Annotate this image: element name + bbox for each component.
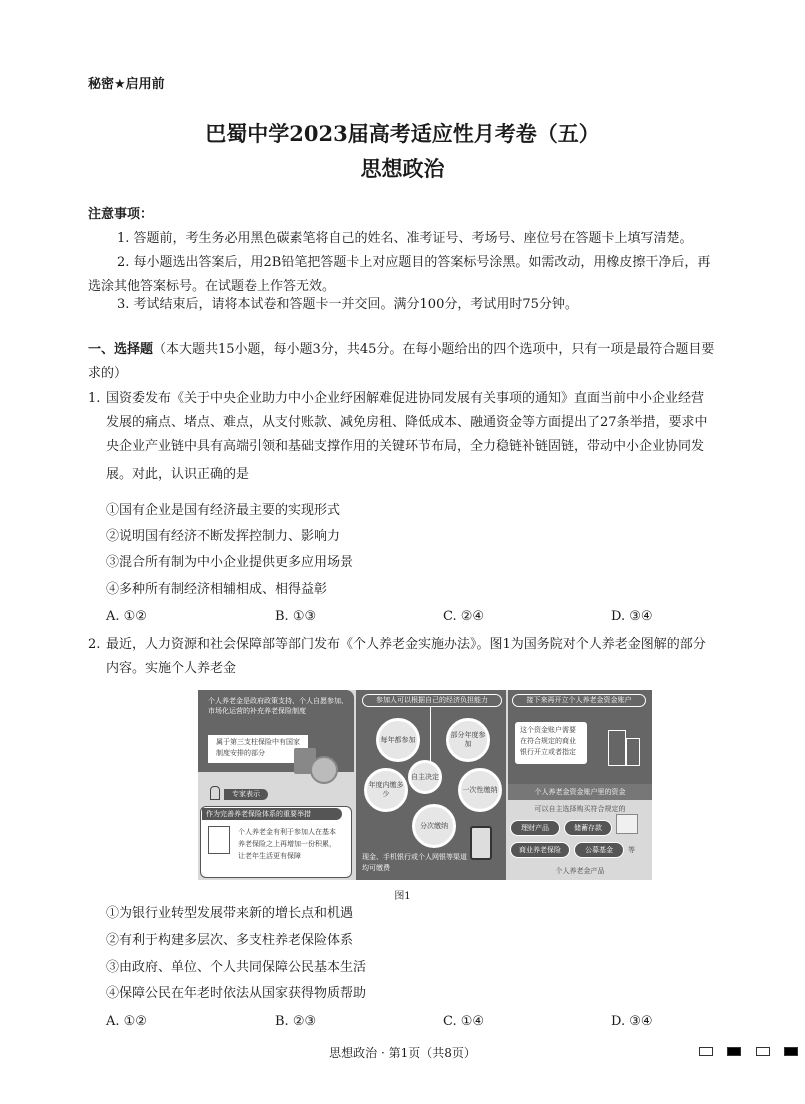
- notice-line: 3. 考试结束后，请将本试卷和答题卡一并交回。满分100分，考试用时75分钟。: [117, 297, 578, 312]
- q1-stem: 央企业产业链中具有高端引领和基础支撑作用的关键环节布局，全力稳链补链固链，带动中小企业协同发: [106, 439, 705, 454]
- figure-1: [198, 690, 652, 880]
- section-desc: （本大题共15小题，每小题3分，共45分。在每小题给出的四个选项中，只有一项是最符合题目要: [153, 342, 715, 357]
- q2-stem: 内容。实施个人养老金: [106, 661, 237, 676]
- q2-option-a[interactable]: A. ①②: [106, 1014, 147, 1029]
- circle-option: 一次性缴纳: [458, 768, 502, 812]
- expert-label: 专家表示: [224, 789, 268, 800]
- connector-line: [430, 706, 431, 762]
- product-pill: 储蓄存款: [564, 820, 612, 836]
- panel1-body: 个人养老金有利于参加人在基本养老保险之上再增加一份积累，让老年生活更有保障: [238, 828, 336, 860]
- circle-option: 部分年度参加: [446, 718, 490, 762]
- coins-icon: [310, 756, 338, 784]
- q1-option-c[interactable]: C. ②④: [443, 609, 485, 624]
- papers-icon: [616, 814, 638, 834]
- phone-icon: [470, 826, 492, 860]
- product-pill: 理财产品: [510, 820, 560, 836]
- panel3-box: 这个资金账户需要在符合规定的商业银行开立或者指定: [515, 722, 587, 764]
- q1-statement: ④多种所有制经济相辅相成、相得益彰: [106, 582, 328, 597]
- panel1-box: 属于第三支柱保险中有国家制度安排的部分: [208, 735, 308, 763]
- q1-statement: ②说明国有经济不断发挥控制力、影响力: [106, 529, 341, 544]
- circle-option: 年度内缴多少: [364, 768, 408, 812]
- marker-empty: [699, 1047, 713, 1056]
- q2-option-d[interactable]: D. ③④: [611, 1014, 653, 1029]
- panel2-footer: 现金、手机银行或个人网银等渠道均可缴费: [362, 853, 467, 872]
- person-icon: [210, 786, 220, 800]
- q2-option-c[interactable]: C. ①④: [443, 1014, 485, 1029]
- document-icon: [208, 826, 230, 854]
- circle-option: 分次缴纳: [412, 804, 456, 848]
- figure-caption: 图1: [394, 891, 411, 902]
- notice-line: 选涂其他答案标号。在试题卷上作答无效。: [88, 279, 336, 294]
- subject-title: 思想政治: [360, 156, 445, 181]
- notice-line: 1. 答题前，考生务必用黑色碳素笔将自己的姓名、准考证号、考场号、座位号在答题卡上填写清楚。: [117, 231, 693, 246]
- marker-filled: [784, 1047, 798, 1056]
- page-footer: 思想政治 · 第1页（共8页）: [329, 1046, 476, 1060]
- panel3-footer: 个人养老金产品: [555, 867, 605, 875]
- q1-stem: 国资委发布《关于中央企业助力中小企业纾困解难促进协同发展有关事项的通知》直面当前中小企业经营: [106, 391, 705, 406]
- panel3-funds: 个人养老金资金账户里的资金: [508, 784, 652, 800]
- page-title: 巴蜀中学2023届高考适应性月考卷（五）: [205, 121, 600, 146]
- circle-option: 每年都参加: [376, 718, 420, 762]
- panel3-etc: 等: [628, 846, 635, 854]
- secret-label: 秘密★启用前: [88, 77, 165, 92]
- notice-heading: 注意事项：: [88, 207, 154, 222]
- q2-statement: ③由政府、单位、个人共同保障公民基本生活: [106, 960, 367, 975]
- q2-statement: ②有利于构建多层次、多支柱养老保险体系: [106, 933, 354, 948]
- circle-center: 自主决定: [408, 760, 442, 794]
- q1-statement: ①国有企业是国有经济最主要的实现形式: [106, 503, 341, 518]
- q1-option-a[interactable]: A. ①②: [106, 609, 147, 624]
- q2-option-b[interactable]: B. ②③: [275, 1014, 317, 1029]
- q1-stem: 展。对此，认识正确的是: [106, 467, 250, 482]
- question-number: 2.: [88, 637, 101, 652]
- panel1-measure: 作为完善养老保险体系的重要举措: [202, 808, 342, 820]
- building-icon: [626, 738, 640, 766]
- product-pill: 公募基金: [574, 842, 624, 858]
- question-number: 1.: [88, 391, 101, 406]
- panel2-header: 参加人可以根据自己的经济负担能力: [362, 694, 502, 707]
- notice-line: 2. 每小题选出答案后，用2B铅笔把答题卡上对应题目的答案标号涂黑。如需改动，用橡皮擦干净后，再: [117, 255, 711, 270]
- panel3-choose: 可以自主选择购买符合规定的: [534, 805, 626, 813]
- q1-option-b[interactable]: B. ①③: [275, 609, 317, 624]
- q2-statement: ①为银行业转型发展带来新的增长点和机遇: [106, 906, 354, 921]
- building-icon: [608, 730, 626, 766]
- q2-stem: 最近，人力资源和社会保障部等部门发布《个人养老金实施办法》。图1为国务院对个人养老金图解的部分: [106, 637, 706, 652]
- q2-statement: ④保障公民在年老时依法从国家获得物质帮助: [106, 986, 367, 1001]
- panel3-header: 接下来再开立个人养老金资金账户: [512, 694, 646, 707]
- q1-statement: ③混合所有制为中小企业提供更多应用场景: [106, 555, 354, 570]
- panel1-intro: 个人养老金是政府政策支持、个人自愿参加、市场化运营的补充养老保险制度: [208, 697, 348, 715]
- section-desc: 求的）: [88, 366, 128, 381]
- section-heading: 一、选择题: [88, 342, 154, 357]
- marker-empty: [756, 1047, 770, 1056]
- product-pill: 商业养老保险: [510, 842, 570, 858]
- marker-filled: [727, 1047, 741, 1056]
- q1-stem: 发展的痛点、堵点、难点，从支付账款、减免房租、降低成本、融通资金等方面提出了27条举措，要求中: [106, 415, 708, 430]
- q1-option-d[interactable]: D. ③④: [611, 609, 653, 624]
